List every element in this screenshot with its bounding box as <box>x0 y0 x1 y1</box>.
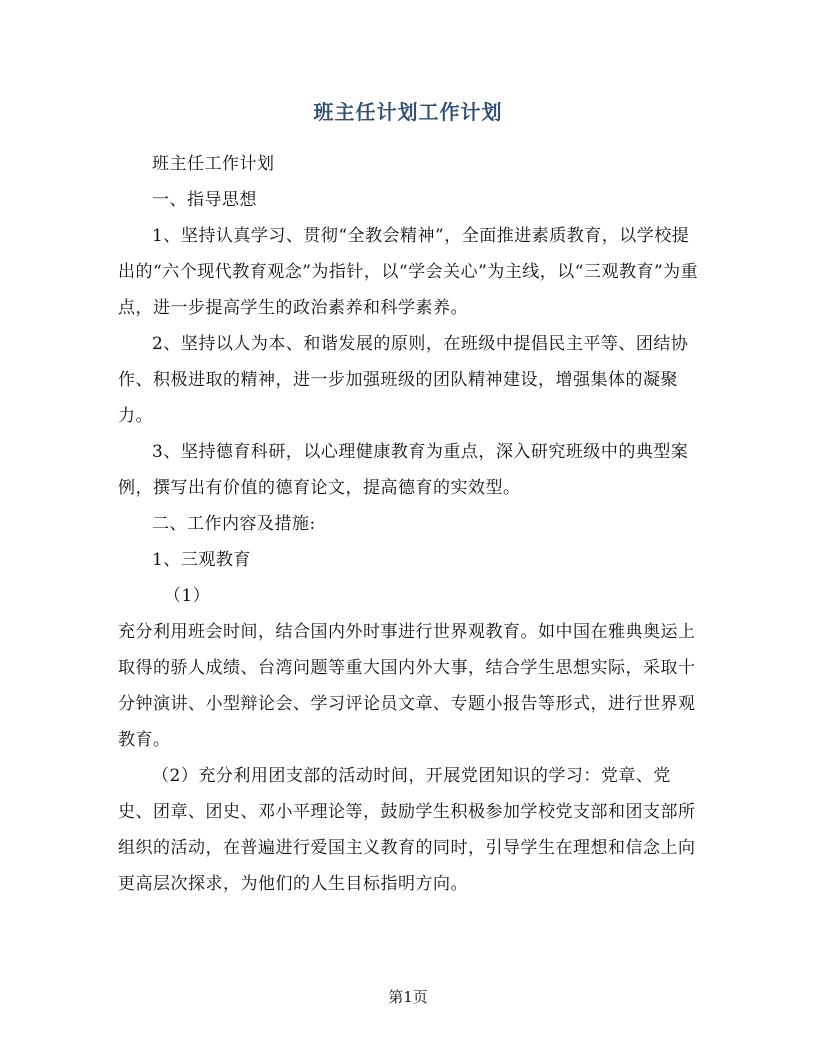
paragraph-item-1-text: 充分利用班会时间，结合国内外时事进行世界观教育。如中国在雅典奥运上取得的骄人成绩、台湾问题等重大国内外大事，结合学生思想实际，采取十分钟演讲、小型辩论会、学习评论员文章、专题小报告等形式，进行世界观教育。 <box>118 622 696 750</box>
subsection-heading-three-views: 1、三观教育 <box>152 550 251 570</box>
item-marker-1: （1） <box>163 586 211 606</box>
document-body <box>118 146 700 902</box>
paragraph-plan-heading: 班主任工作计划 <box>152 154 275 174</box>
paragraph-point-1: 1、坚持认真学习、贯彻“全教会精神”，全面推进素质教育，以学校提出的“六个现代教育观念”为指针，以“学会关心”为主线，以“三观教育”为重点，进一步提高学生的政治素养和科学素养。 <box>118 226 699 318</box>
paragraph-point-2: 2、坚持以人为本、和谐发展的原则，在班级中提倡民主平等、团结协作、积极进取的精神，进一步加强班级的团队精神建设，增强集体的凝聚力。 <box>118 334 689 426</box>
paragraph-item-2: （2）充分利用团支部的活动时间，开展党团知识的学习：党章、党史、团章、团史、邓小平理论等，鼓励学生积极参加学校党支部和团支部所组织的活动，在普遍进行爱国主义教育的同时，引导学生在理想和信念上向更高层次探求，为他们的人生目标指明方向。 <box>118 766 696 894</box>
section-heading-work-content: 二、工作内容及措施: <box>152 514 316 534</box>
page-number: 第1页 <box>388 988 428 1006</box>
section-heading-guiding-ideology: 一、指导思想 <box>152 190 257 210</box>
document-title: 班主任计划工作计划 <box>313 100 503 124</box>
paragraph-point-3: 3、坚持德育科研，以心理健康教育为重点，深入研究班级中的典型案例，撰写出有价值的德育论文，提高德育的实效型。 <box>118 442 689 498</box>
